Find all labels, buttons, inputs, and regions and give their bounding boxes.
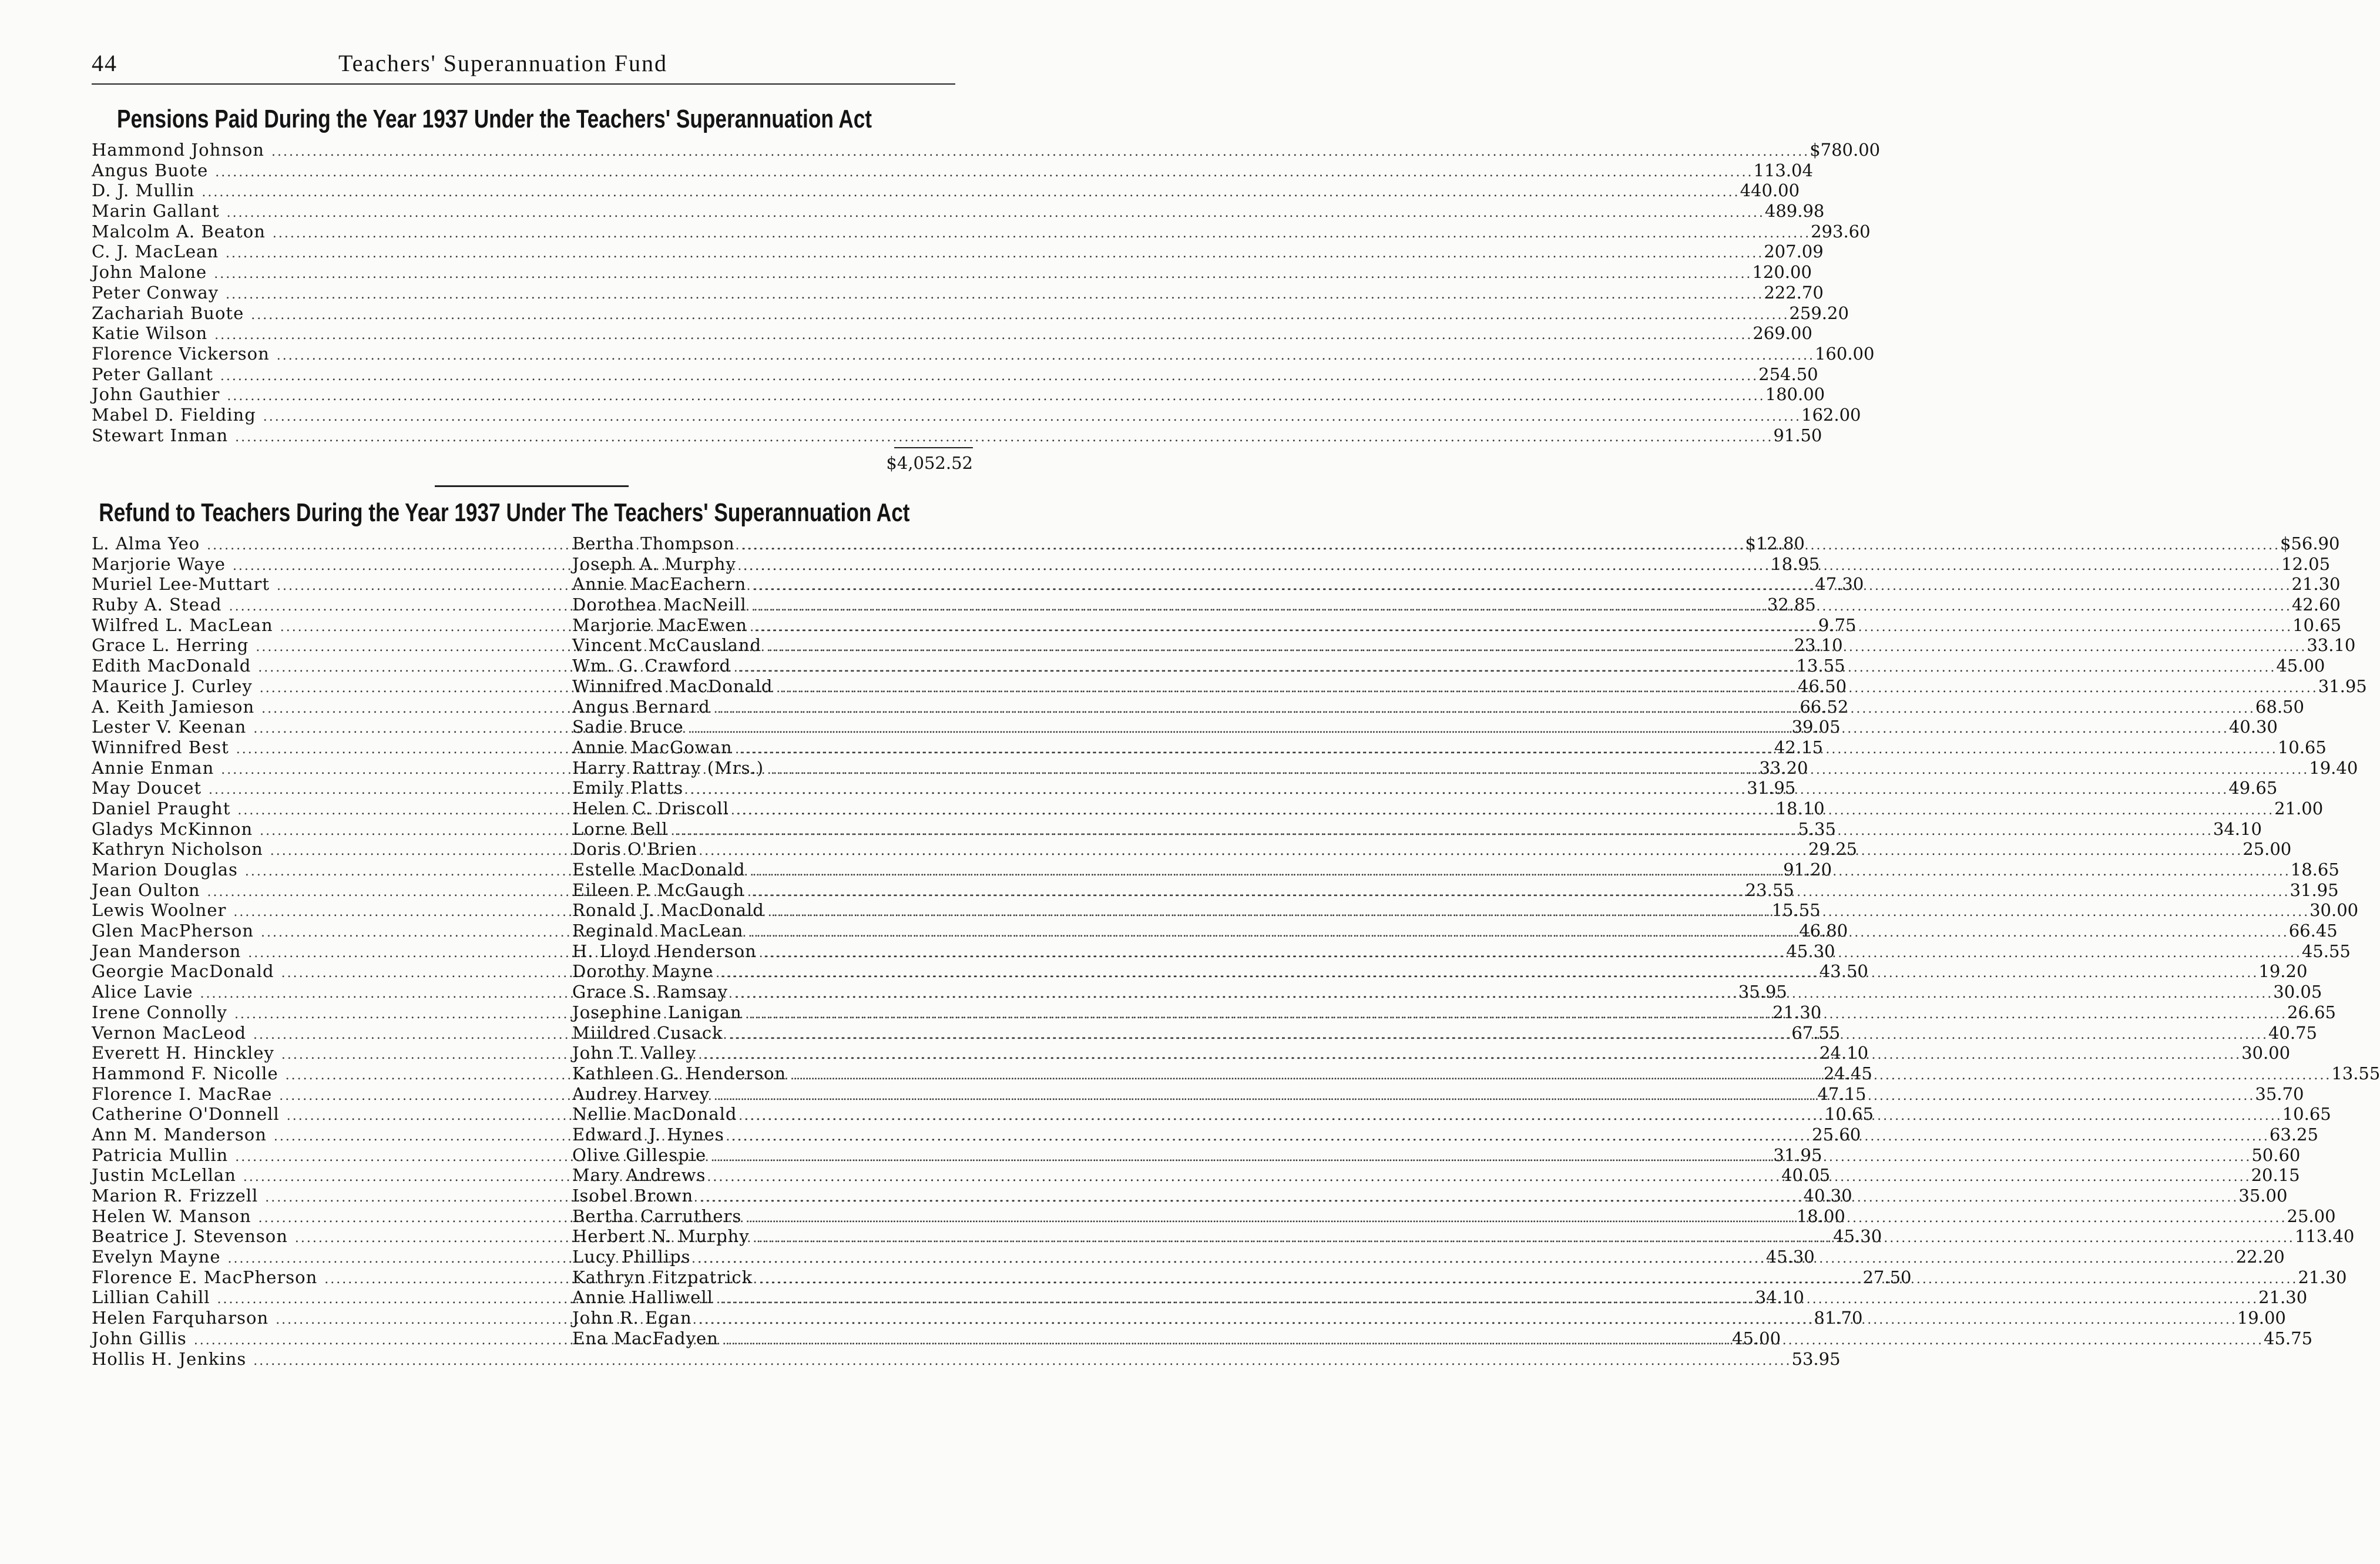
entry-amount: 21.00 [2274,798,2324,818]
list-item [92,1348,1841,1370]
dot-leader [731,1124,2270,1147]
entry-amount: 45.00 [1732,1328,1781,1348]
entry-amount: 50.60 [2251,1145,2301,1165]
entry-amount: 39.05 [1791,717,1841,737]
entry-amount: 489.98 [1764,201,1825,221]
entry-name: C. J. MacLean [92,241,219,262]
entry-name: Annie MacGowan [572,737,733,757]
entry-amount: 160.00 [1814,343,1875,364]
entry-amount: 440.00 [1740,180,1800,201]
dot-leader [730,1022,2268,1046]
entry-amount: 259.20 [1789,303,1849,323]
entry-name: Estelle MacDonald [572,860,746,880]
dot-leader [717,696,2255,720]
list-item [92,180,1800,201]
dot-leader [754,617,2292,638]
entry-amount: 35.00 [2238,1186,2288,1206]
entry-amount: 34.10 [1755,1287,1804,1308]
dot-leader [227,203,1765,224]
entry-name: D. J. Mullin [92,180,195,201]
entry-name: Wilfred L. MacLean [92,615,273,635]
dot-leader [720,964,2258,984]
entry-name: Reginald MacLean [572,921,744,941]
dot-leader [226,244,1764,264]
entry-name: John Gillis [92,1328,187,1348]
dot-leader [700,1188,2238,1209]
entry-name: Eileen P. McGaugh [572,880,745,900]
entry-amount: 33.20 [1759,757,1808,778]
entry-name: Katie Wilson [92,323,208,344]
entry-name: Angus Buote [92,160,209,180]
entry-name: Kathleen G. Henderson [572,1063,787,1083]
dot-leader [277,346,1815,367]
list-item [92,201,1825,221]
entry-amount: 18.00 [1796,1206,1845,1226]
entry-amount: 42.60 [2291,595,2341,615]
list-item [92,384,1825,405]
entry-name: Ronald J. MacDonald [572,900,764,921]
list-item [92,404,1861,425]
dot-leader [698,1249,2236,1270]
dot-leader [742,536,2280,556]
entry-amount: 67.55 [1791,1022,1841,1043]
entry-name: Helen C. Driscoll [572,798,729,818]
entry-amount: 45.30 [1765,1247,1815,1267]
dot-leader [271,142,1810,163]
entry-amount: 22.20 [2235,1247,2285,1267]
dot-leader [780,679,2318,699]
entry-amount: 12.80 [1755,533,1805,553]
entry-name: Helen W. Manson [92,1206,251,1226]
list-item [92,425,1822,446]
dot-leader [713,1147,2251,1168]
entry-amount: 40.30 [2228,717,2278,737]
pensions-title: Pensions Paid During the Year 1937 Under the Teachers' Superannuation Act [116,105,872,133]
entry-amount: 45.55 [2301,941,2351,961]
entry-amount: 31.95 [2290,880,2339,900]
entry-name: Justin McLellan [92,1165,236,1186]
entry-name: Kathryn Nicholson [92,839,263,860]
pensions-list [92,140,1881,445]
entry-amount: 5.35 [1798,818,1836,839]
dot-leader [753,576,2291,597]
dot-leader [226,285,1764,306]
entry-name: Catherine O'Donnell [92,1104,280,1125]
entry-name: John Malone [92,262,207,283]
entry-name: Sadie Bruce [572,717,684,737]
dot-leader [750,923,2288,944]
entry-amount: 19.40 [2309,757,2358,778]
entry-amount: 47.15 [1817,1083,1867,1104]
entry-name: Everett H. Hinckley [92,1043,274,1063]
entry-name: Helen Farquharson [92,1308,269,1328]
entry-name: Daniel Praught [92,798,231,818]
entry-name: Grace L. Herring [92,635,249,656]
dot-leader [675,818,2213,842]
entry-name: Hollis H. Jenkins [92,1348,247,1369]
entry-name: Malcolm A. Beaton [92,221,266,241]
entry-amount: 40.05 [1781,1165,1831,1186]
dot-leader [726,1331,2264,1351]
dot-leader [736,801,2274,821]
entry-name: Marion Douglas [92,860,238,880]
entry-amount: 269.00 [1753,323,1812,344]
dot-leader [751,882,2290,903]
entry-name: Grace S. Ramsay [572,982,729,1002]
entry-amount: 180.00 [1765,384,1825,405]
dot-leader [753,862,2291,882]
entry-name: Jean Oulton [92,880,200,900]
dot-leader [251,306,1789,326]
entry-amount: 13.55 [1796,656,1845,676]
entry-amount: 46.80 [1799,921,1848,941]
entry-amount: 31.95 [1773,1145,1822,1165]
dot-leader [220,367,1758,387]
entry-amount: 35.70 [2255,1083,2304,1104]
entry-name: Evelyn Mayne [92,1247,221,1267]
dot-leader [743,553,2281,577]
refunds-title: Refund to Teachers During the Year 1937 Under The Teachers' Superannuation Act [99,498,910,527]
dot-leader [214,264,1752,285]
entry-name: Winnifred MacDonald [572,676,773,696]
entry-amount: 30.00 [2309,900,2359,921]
entry-name: Edith MacDonald [92,656,251,676]
entry-amount: 13.55 [2331,1063,2380,1083]
entry-amount: 10.65 [1824,1104,1874,1125]
entry-amount: 47.30 [1815,574,1864,595]
entry-amount: 18.95 [1771,553,1820,574]
entry-amount: 35.95 [1738,982,1787,1002]
entry-name: Kathryn Fitzpatrick [572,1267,753,1287]
entry-name: Nellie MacDonald [572,1104,737,1125]
dot-leader [235,428,1773,448]
entry-name: May Doucet [92,778,202,798]
entry-amount: 30.05 [2273,982,2322,1002]
running-head [92,46,955,79]
dollar-sign: $ [1810,140,1821,160]
pensions-total: $4,052.52 [886,453,973,473]
dot-leader [202,183,1740,203]
list-item [92,221,1871,242]
entry-name: Patricia Mullin [92,1145,229,1165]
entry-amount: 40.75 [2268,1022,2317,1043]
entry-name: Florence E. MacPherson [92,1267,318,1287]
entry-name: Bertha Carruthers [572,1206,742,1226]
entry-name: Lester V. Keenan [92,717,247,737]
dot-leader [717,1083,2255,1107]
dot-leader [754,597,2292,617]
entry-amount: 10.65 [2277,737,2327,757]
dot-leader [690,780,2228,801]
entry-name: Winnifred Best [92,737,229,757]
list-item [92,262,1812,283]
entry-name: Marjorie Waye [92,553,226,574]
entry-name: L. Alma Yeo [92,533,200,553]
entry-amount: 63.25 [2269,1124,2318,1145]
header-rule [92,83,955,85]
list-item [572,1104,2331,1125]
entry-amount: 81.70 [1814,1308,1863,1328]
entry-name: Lucy Phillips [572,1247,691,1267]
list-item [92,160,1813,181]
entry-name: Stewart Inman [92,425,229,445]
entry-name: A. Keith Jamieson [92,696,255,717]
entry-amount: 91.20 [1783,860,1832,880]
total-rule [894,447,973,448]
entry-amount: 21.30 [2298,1267,2347,1287]
list-item [92,282,1824,303]
entry-amount: 780.00 [1820,140,1881,160]
entry-amount: 42.15 [1774,737,1824,757]
dot-leader [227,387,1765,407]
entry-name: Florence I. MacRae [92,1083,273,1104]
entry-amount: 56.90 [2291,533,2340,553]
entry-amount: 24.45 [1823,1063,1872,1083]
entry-amount: 21.30 [2291,574,2341,595]
dot-leader [771,902,2309,923]
entry-amount: 222.70 [1764,282,1824,303]
entry-name: Maurice J. Curley [92,676,253,696]
entry-name: Peter Conway [92,282,219,303]
list-item [92,140,1881,160]
entry-amount: 15.55 [1771,900,1821,921]
entry-amount: 32.85 [1767,595,1816,615]
entry-name: Josephine Lanigan [572,1002,742,1022]
entry-name: Jean Manderson [92,941,241,961]
entry-name: Herbert N. Murphy [572,1226,750,1247]
section-divider [435,485,629,487]
entry-amount: 45.30 [1786,941,1835,961]
entry-amount: 40.30 [1803,1186,1852,1206]
entry-name: Alice Lavie [92,982,193,1002]
dot-leader [273,224,1811,244]
entry-name: Doris O'Brien [572,839,697,860]
dot-leader [720,1290,2258,1310]
dollar-sign: $ [2280,533,2291,553]
entry-amount: 91.50 [1773,425,1822,445]
entry-name: Hammond Johnson [92,140,264,160]
entry-amount: 18.10 [1775,798,1825,818]
entry-amount: 19.20 [2258,961,2308,982]
entry-amount: 68.50 [2255,696,2304,717]
running-title: Teachers' Superannuation Fund [338,50,668,76]
list-item [92,323,1812,344]
entry-amount: 29.25 [1808,839,1857,860]
entry-name: Ena MacFadyen [572,1328,719,1348]
entry-name: Joseph A. Murphy [572,553,736,574]
entry-name: Ruby A. Stead [92,595,222,615]
entry-amount: 45.75 [2264,1328,2313,1348]
dot-leader [768,637,2307,658]
entry-amount: 27.50 [1862,1267,1912,1287]
entry-name: Audrey Harvey [572,1083,710,1104]
entry-amount: 20.15 [2251,1165,2300,1186]
entry-amount: 21.30 [2258,1287,2308,1308]
dot-leader [748,1209,2287,1229]
entry-amount: 66.52 [1800,696,1849,717]
entry-amount: 9.75 [1818,615,1857,635]
entry-name: Mabel D. Fielding [92,404,256,425]
entry-name: John T. Valley [572,1043,696,1063]
entry-amount: 46.50 [1798,676,1847,696]
entry-amount: 31.95 [2318,676,2367,696]
entry-amount: 113.04 [1753,160,1813,180]
entry-name: Marin Gallant [92,201,220,221]
dot-leader [738,658,2276,679]
entry-name: Marjorie MacEwen [572,615,747,635]
entry-name: Isobel Brown [572,1186,694,1206]
entry-name: Georgie MacDonald [92,961,274,982]
entry-name: Lillian Cahill [92,1287,210,1308]
entry-name: Edward J. Hynes [572,1124,724,1145]
entry-name: Harry Rattray (Mrs.) [572,757,764,778]
entry-amount: 207.09 [1764,241,1824,262]
dot-leader [735,984,2273,1005]
entry-amount: 53.95 [1791,1348,1841,1369]
entry-name: Bertha Thompson [572,533,735,553]
dot-leader [263,407,1801,428]
dot-leader [771,757,2309,781]
entry-name: John Gauthier [92,384,220,405]
dot-leader [253,1351,1791,1372]
entry-name: Peter Gallant [92,364,213,384]
dot-leader [757,1229,2295,1249]
dot-leader [691,719,2229,740]
entry-name: Annie Halliwell [572,1287,713,1308]
entry-amount: 10.65 [2282,1104,2331,1125]
dot-leader [740,740,2278,760]
dot-leader [749,1005,2287,1025]
entry-amount: 162.00 [1801,404,1861,425]
entry-name: H. Lloyd Henderson [572,941,757,961]
dot-leader [214,325,1753,346]
entry-name: Annie MacEachern [572,574,747,595]
entry-amount: 31.95 [1747,778,1796,798]
entry-amount: 254.50 [1758,364,1818,384]
entry-amount: 25.00 [2243,839,2292,860]
entry-name: Beatrice J. Stevenson [92,1226,288,1247]
entry-amount: 66.45 [2288,921,2338,941]
list-item [92,364,1818,385]
entry-name: Hammond F. Nicolle [92,1063,278,1083]
entry-amount: 23.55 [1745,880,1794,900]
entry-name: Dorothy Mayne [572,961,714,982]
entry-name: Irene Connolly [92,1002,227,1022]
entry-amount: 120.00 [1752,262,1812,283]
entry-name: Angus Bernard [572,696,710,717]
list-item [92,241,1824,262]
entry-name: Olive Gillespie [572,1145,707,1165]
entry-amount: 10.65 [2292,615,2342,635]
entry-name: Miildred Cusack [572,1022,723,1043]
dot-leader [713,1167,2251,1188]
entry-name: Glen MacPherson [92,921,254,941]
entry-amount: 12.05 [2281,553,2331,574]
entry-amount: 293.60 [1811,221,1871,241]
entry-name: Dorothea MacNeill [572,595,747,615]
entry-name: Florence Vickerson [92,343,270,364]
dot-leader [699,1310,2237,1331]
list-item [92,343,1875,364]
entry-amount: 23.10 [1794,635,1843,656]
entry-amount: 19.00 [2237,1308,2286,1328]
entry-amount: 21.30 [1773,1002,1822,1022]
dot-leader [744,1106,2282,1127]
page-number: 44 [92,50,118,76]
dot-leader [215,163,1753,183]
entry-name: Gladys McKinnon [92,818,253,839]
entry-amount: 24.10 [1820,1043,1869,1063]
entry-amount: 45.00 [2276,656,2325,676]
entry-amount: 26.65 [2287,1002,2336,1022]
entry-name: Zachariah Buote [92,303,244,323]
entry-amount: 25.60 [1812,1124,1861,1145]
entry-amount: 45.30 [1833,1226,1882,1247]
entry-name: Muriel Lee-Muttart [92,574,270,595]
dollar-sign: $ [1745,533,1756,553]
entry-amount: 43.50 [1819,961,1868,982]
dot-leader [793,1066,2331,1086]
entry-name: Mary Andrews [572,1165,706,1186]
dot-leader [764,944,2302,964]
entry-name: John R. Egan [572,1308,692,1328]
entry-amount: 33.10 [2307,635,2356,656]
entry-name: Annie Enman [92,757,214,778]
entry-name: Emily Platts [572,778,684,798]
entry-amount: 49.65 [2228,778,2278,798]
dot-leader [704,841,2243,862]
dot-leader [703,1045,2241,1066]
entry-name: Marion R. Frizzell [92,1186,259,1206]
entry-amount: 18.65 [2290,860,2339,880]
entry-name: Vincent McCausland [572,635,762,656]
entry-amount: 25.00 [2287,1206,2336,1226]
entry-amount: 34.10 [2213,818,2262,839]
entry-name: Lewis Woolner [92,900,227,921]
entry-amount: 113.40 [2294,1226,2355,1247]
entry-name: Vernon MacLeod [92,1022,247,1043]
entry-name: Lorne Bell [572,818,668,839]
list-item [92,303,1849,324]
entry-name: Wm. G. Crawford [572,656,731,676]
entry-name: Ann M. Manderson [92,1124,267,1145]
entry-amount: 30.00 [2241,1043,2291,1063]
dot-leader [760,1270,2298,1290]
